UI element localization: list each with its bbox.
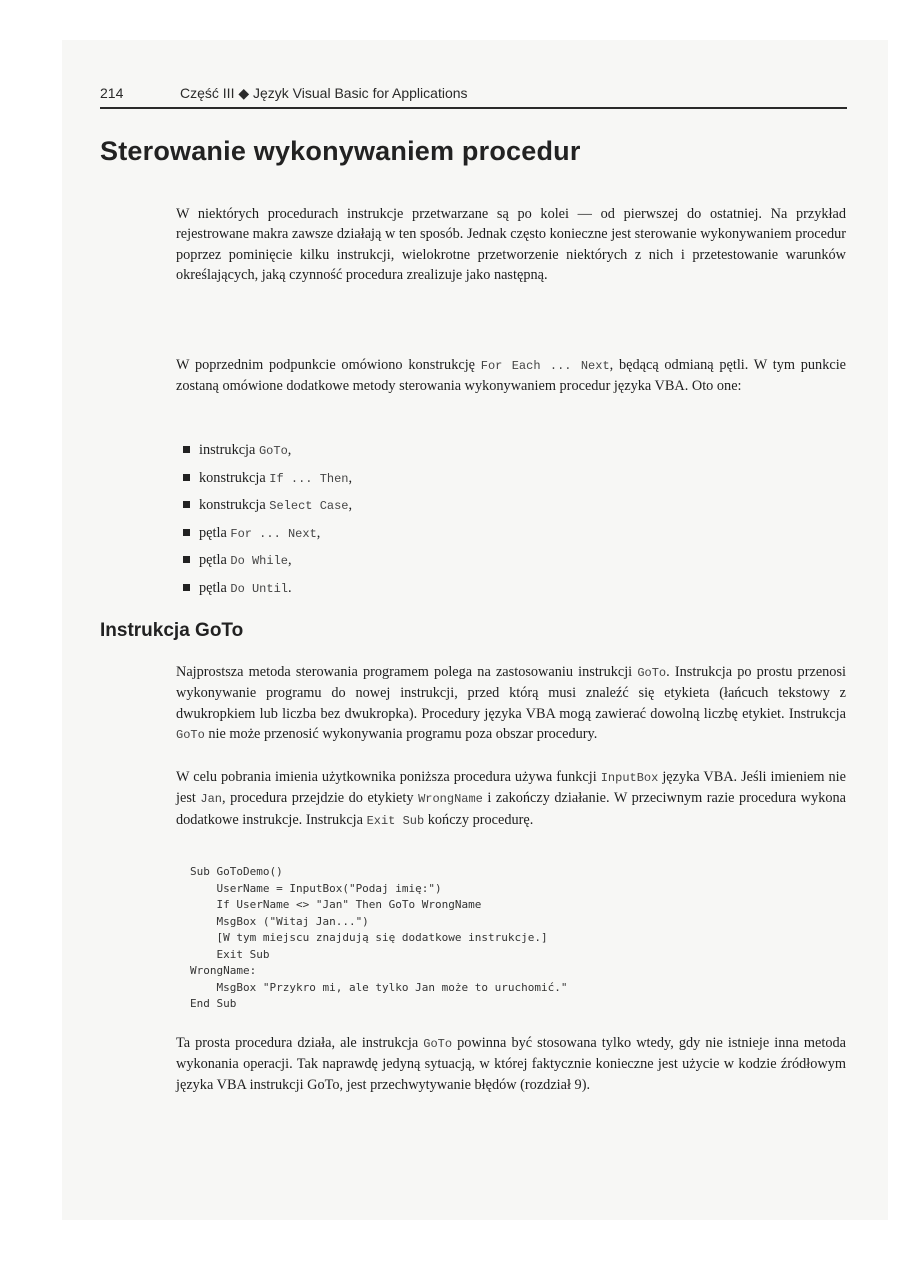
list-item: konstrukcja If ... Then, [183,468,352,496]
goto-paragraph-3: Ta prosta procedura działa, ale instrukcja GoTo powinna być stosowana tylko wtedy, gdy nie istnieje inna metoda wykonania operacji. Tak naprawdę jedyną sytuacją, w której faktycznie konieczne jest użycie w kodzie źródłowym języka VBA instrukcji GoTo, jest przechwytywanie błędów (rozdział 9). [176,1035,846,1093]
inline-code: For Each ... Next [480,359,610,373]
list-item: pętla Do While, [183,550,352,578]
bullet-icon [183,474,190,481]
bullet-icon [183,501,190,508]
code-listing: Sub GoToDemo() UserName = InputBox("Podaj imię:") If UserName <> "Jan" Then GoTo WrongName MsgBox ("Witaj Jan...") [W tym miejscu znajdują się dodatkowe instrukcje.] Exit Sub WrongName: MsgBox "Przykro mi, ale tylko Jan może to uruchomić." End Sub [190,865,568,1010]
section-title: Część III ◆ Język Visual Basic for Applications [180,85,468,101]
chapter-heading: Sterowanie wykonywaniem procedur [100,136,581,166]
list-item: pętla For ... Next, [183,523,352,551]
running-header [100,83,847,109]
page-number: 214 [100,85,124,101]
bullet-icon [183,556,190,563]
intro-paragraph-1: W niektórych procedurach instrukcje przetwarzane są po kolei — od pierwszej do ostatniej. Na przykład rejestrowane makra zawsze działają w ten sposób. Jednak często konieczne jest sterowanie wykonywaniem procedur poprzez pominięcie kilku instrukcji, wielokrotne przetworzenie niektórych z nich i przetestowanie warunków określających, jaką czynność procedura zrealizuje jako następną. [176,206,846,283]
goto-paragraph-1: Najprostsza metoda sterowania programem polega na zastosowaniu instrukcji GoTo. Instrukcja po prostu przenosi wykonywanie programu do nowej instrukcji, przed którą musi znaleźć się etykieta (łańcuch tekstowy z dwukropkiem lub liczba bez dwukropka). Procedury języka VBA mogą zawierać dowolną liczbę etykiet. Instrukcja GoTo nie może przenosić wykonywania programu poza obszar procedury. [176,664,846,742]
list-item: pętla Do Until. [183,578,352,606]
bullet-icon [183,529,190,536]
goto-paragraph-2: W celu pobrania imienia użytkownika poniższa procedura używa funkcji InputBox języka VBA. Jeśli imieniem nie jest Jan, procedura przejdzie do etykiety WrongName i zakończy działanie. W przeciwnym razie procedura wykona dodatkowe instrukcje. Instrukcja Exit Sub kończy procedurę. [176,769,846,828]
list-item: konstrukcja Select Case, [183,495,352,523]
list-item: instrukcja GoTo, [183,440,352,468]
intro-paragraph-2: W poprzednim podpunkcie omówiono konstrukcję For Each ... Next, będącą odmianą pętli. W tym punkcie zostaną omówione dodatkowe metody sterowania wykonywaniem procedur języka VBA. Oto one: [176,357,847,395]
control-methods-list [183,440,352,605]
section-heading-goto: Instrukcja GoTo [100,620,244,641]
bullet-icon [183,584,190,591]
bullet-icon [183,446,190,453]
